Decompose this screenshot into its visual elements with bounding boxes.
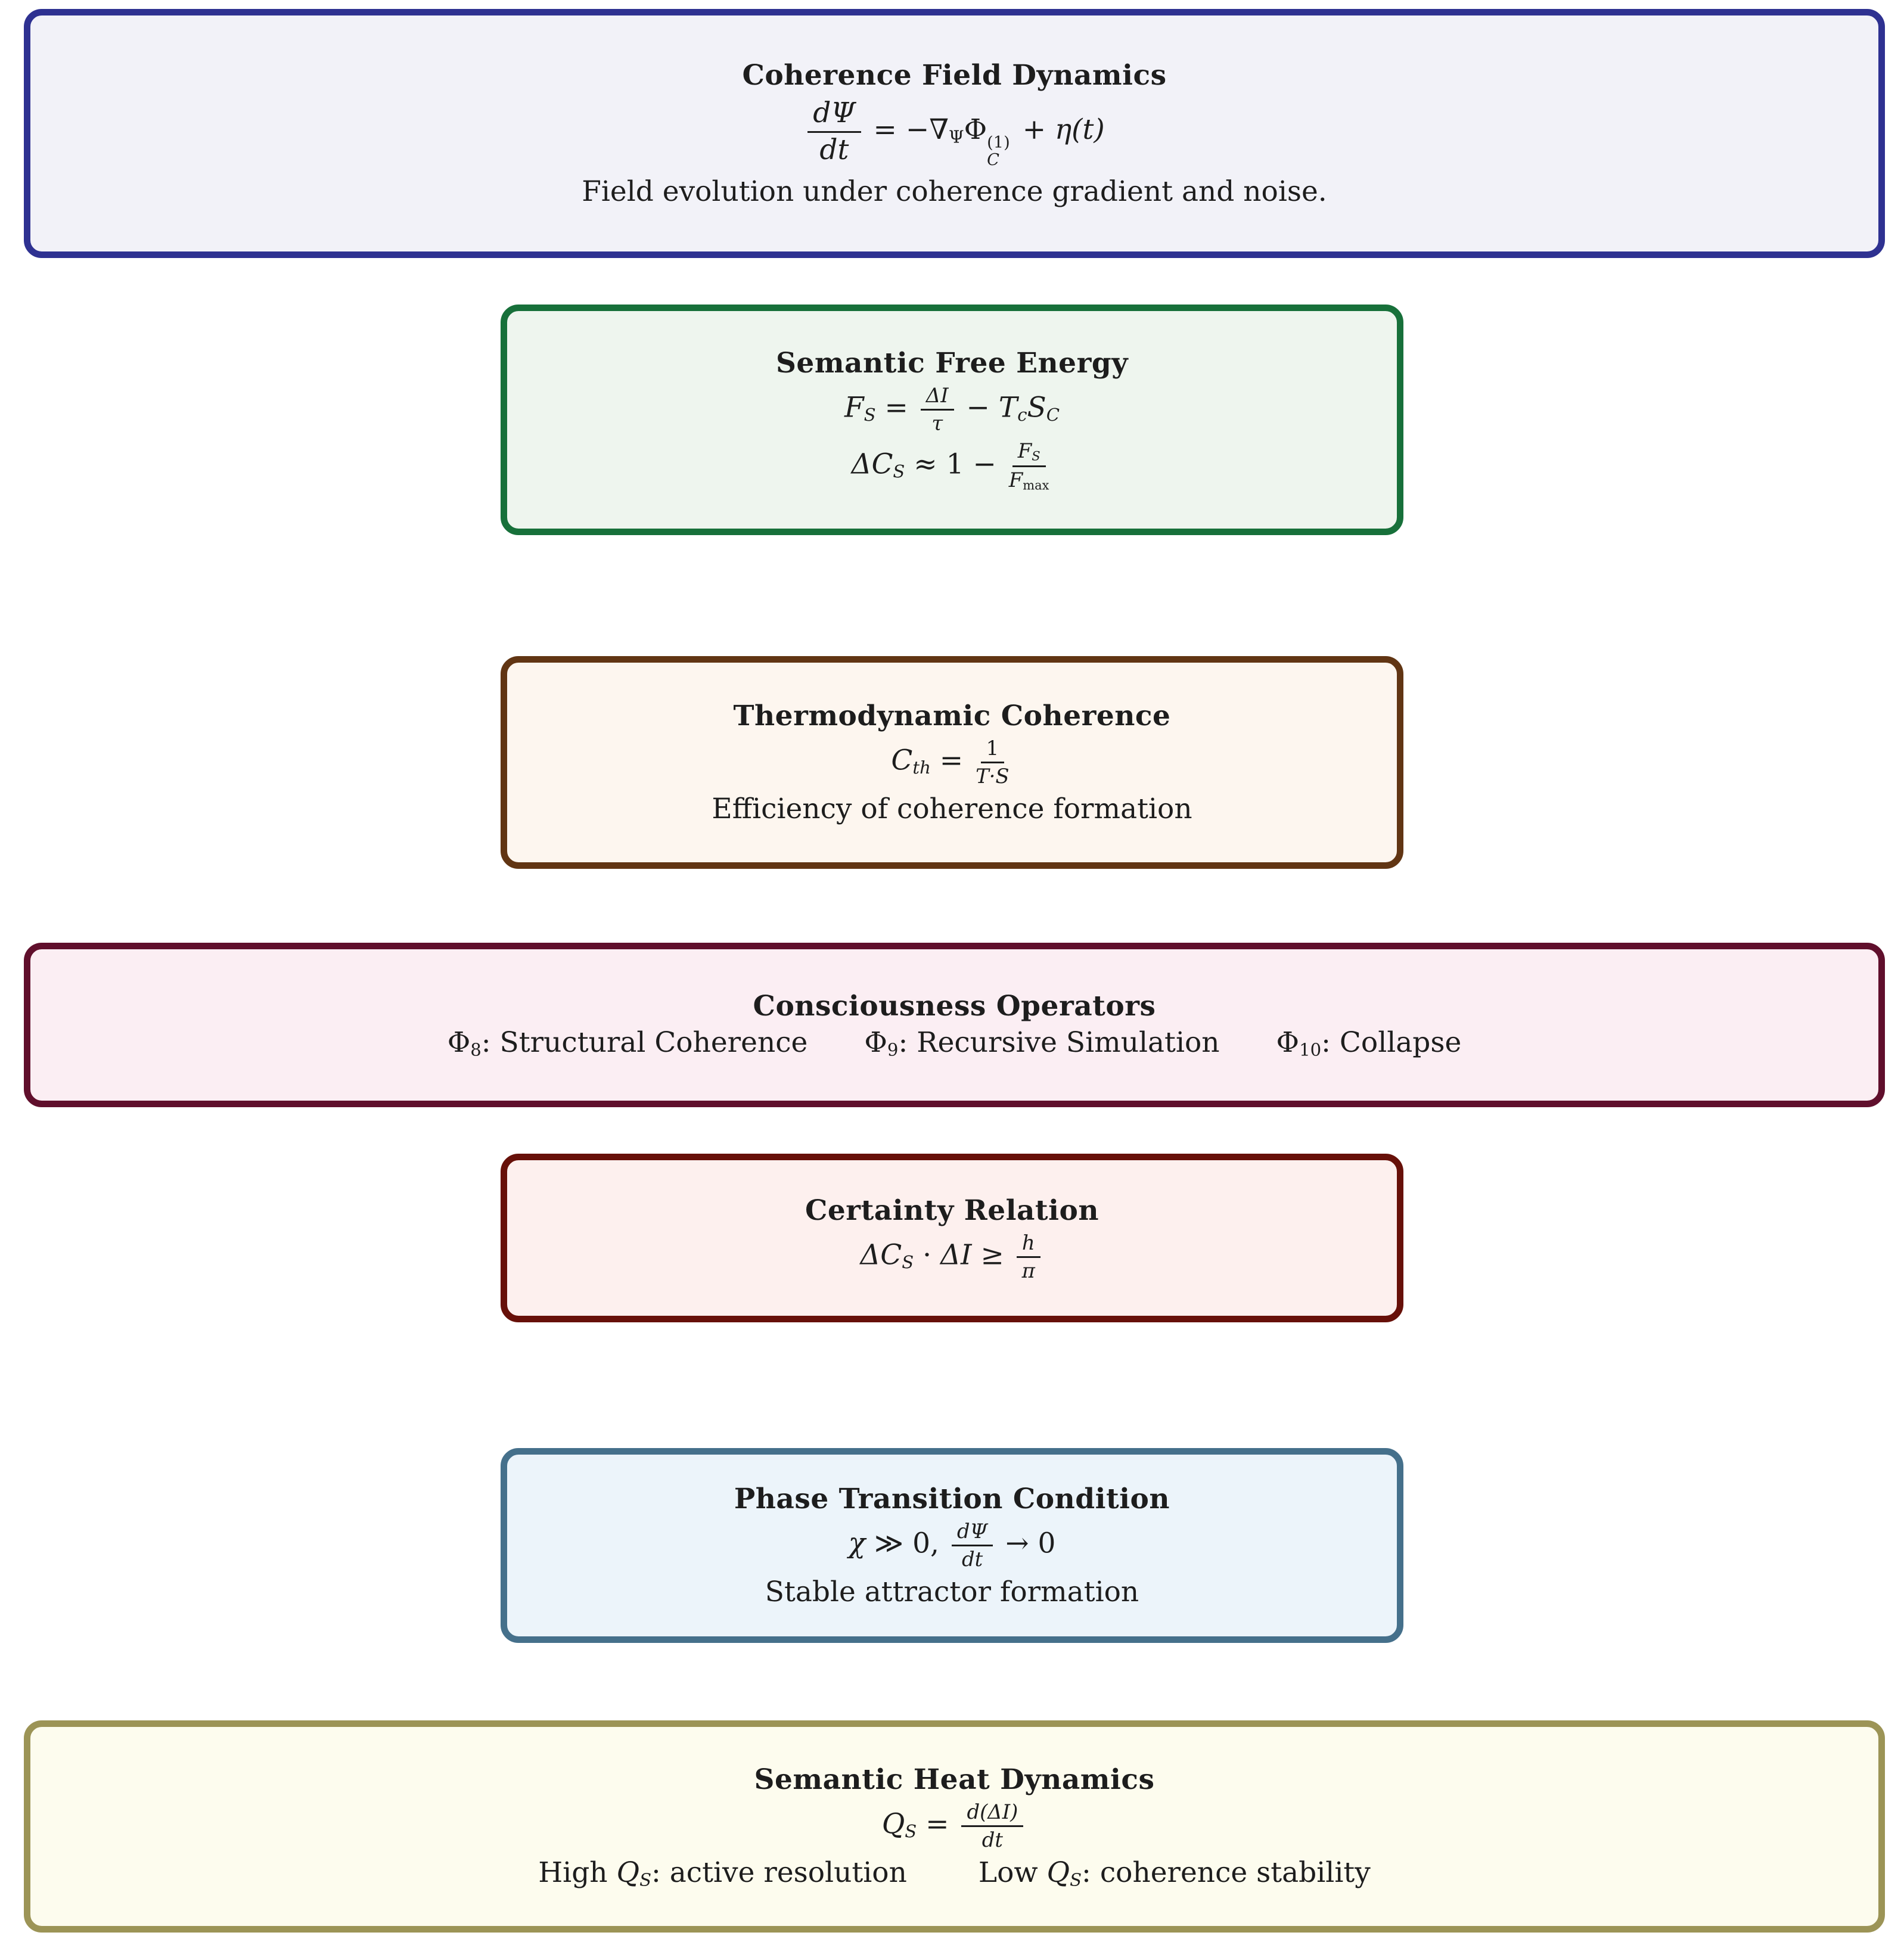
qs-symbol: Q: [616, 1856, 640, 1889]
low-description: : coherence stability: [1082, 1856, 1371, 1889]
tc-symbol: T: [998, 391, 1018, 424]
arrow-zero: → 0: [996, 1527, 1056, 1560]
box-phase-transition-condition: [501, 1448, 1403, 1643]
fraction-denominator: [1009, 467, 1049, 493]
minus-operator: −: [957, 391, 999, 424]
phi-subscript: 10: [1299, 1039, 1322, 1060]
phi-subscript: 8: [470, 1039, 482, 1060]
eta-noise-term: η(t): [1055, 113, 1105, 147]
box-cert-title: Certainty Relation: [805, 1194, 1099, 1227]
fraction-denominator: dt: [981, 1828, 1003, 1851]
high-qs-note: [538, 1856, 907, 1890]
low-qs-note: [979, 1856, 1371, 1890]
phi-subscript: C: [987, 151, 999, 170]
phi-symbol: Φ: [864, 1026, 887, 1060]
fmax-subscript: max: [1023, 478, 1049, 493]
box-ops-title: Consciousness Operators: [753, 990, 1156, 1023]
box-coherence-field-dynamics: [24, 9, 1885, 258]
delta-cs-subscript: S: [902, 1251, 914, 1272]
box-consciousness-operators: [24, 943, 1885, 1107]
cth-symbol: C: [891, 744, 913, 777]
dot-operator: ·: [914, 1238, 941, 1271]
phi-superscript: (1): [987, 133, 1010, 153]
equals-sign: =: [917, 1807, 958, 1841]
fraction-ddi-dt: [961, 1801, 1023, 1851]
fraction-denominator: dt: [819, 133, 849, 166]
delta-cs-subscript: S: [893, 461, 905, 481]
box-thermo-title: Thermodynamic Coherence: [733, 700, 1171, 733]
phi-symbol: Φ: [964, 113, 987, 147]
equals-sign: =: [930, 744, 973, 777]
qs-subscript: S: [639, 1869, 652, 1890]
delta-i-symbol: ΔI: [940, 1238, 972, 1271]
fs-num-symbol: F: [1017, 439, 1032, 462]
operator-label: : Structural Coherence: [481, 1026, 808, 1060]
fraction-di-tau: [921, 384, 954, 435]
box-phase-title: Phase Transition Condition: [734, 1483, 1170, 1516]
box-heat-caption-row: [538, 1856, 1371, 1890]
cth-subscript: th: [912, 757, 931, 778]
fraction-dpsi-dt: [952, 1520, 993, 1571]
phi-scripts: [987, 135, 1010, 169]
qs-subscript: S: [1070, 1869, 1082, 1890]
chi-symbol: χ: [848, 1527, 866, 1560]
plus-operator: +: [1013, 113, 1055, 147]
operator-label: : Collapse: [1321, 1026, 1462, 1060]
fraction-dpsi-dt: [807, 98, 861, 166]
box-field-title: Coherence Field Dynamics: [742, 59, 1167, 92]
phi-symbol: Φ: [447, 1026, 471, 1060]
box-heat-title: Semantic Heat Dynamics: [754, 1763, 1155, 1796]
fraction-numerator: d(ΔI): [961, 1801, 1023, 1827]
qs-symbol: Q: [881, 1807, 905, 1841]
fraction-one-ts: [976, 737, 1010, 788]
sc-subscript: C: [1046, 404, 1060, 425]
fs-symbol: F: [844, 391, 864, 424]
low-label: Low: [978, 1856, 1047, 1889]
operator-item-phi9: [864, 1026, 1219, 1060]
box-thermo-formula: [891, 737, 1012, 788]
fraction-fs-fmax: [1009, 440, 1049, 493]
nabla-subscript: Ψ: [949, 126, 964, 147]
phi-symbol: Φ: [1276, 1026, 1300, 1060]
box-field-formula: [804, 98, 1104, 169]
fraction-denominator: T·S: [976, 765, 1010, 788]
sc-symbol: S: [1027, 391, 1046, 424]
box-ops-list: [448, 1026, 1462, 1060]
muchgreater-zero: ≫ 0,: [865, 1527, 948, 1560]
geq-operator: ≥: [971, 1238, 1013, 1271]
box-phase-caption: Stable attractor formation: [765, 1575, 1139, 1608]
box-free-formula-1: [844, 384, 1060, 435]
fraction-numerator: [1012, 440, 1046, 467]
high-label: High: [538, 1856, 617, 1889]
box-semantic-free-energy: [501, 305, 1403, 535]
box-free-title: Semantic Free Energy: [775, 347, 1129, 380]
box-free-formula-2: [852, 440, 1053, 493]
fraction-numerator: 1: [981, 737, 1005, 763]
fraction-numerator: dΨ: [807, 98, 861, 133]
box-phase-formula: [849, 1520, 1056, 1571]
box-certainty-relation: [501, 1154, 1403, 1322]
delta-cs-symbol: ΔC: [851, 448, 893, 481]
box-thermodynamic-coherence: [501, 656, 1403, 869]
box-heat-formula: [882, 1801, 1027, 1851]
fraction-denominator: π: [1021, 1259, 1035, 1282]
box-cert-formula: [860, 1232, 1043, 1282]
tc-subscript: c: [1017, 404, 1027, 425]
fs-subscript: S: [864, 404, 876, 425]
approx-one-minus: ≈ 1 −: [905, 448, 1005, 481]
box-field-caption: Field evolution under coherence gradient and noise.: [582, 175, 1327, 208]
fraction-denominator: dt: [961, 1548, 983, 1571]
fraction-numerator: ΔI: [921, 384, 954, 411]
fs-num-subscript: S: [1032, 449, 1040, 464]
fraction-denominator: τ: [931, 411, 943, 435]
delta-cs-symbol: ΔC: [860, 1238, 902, 1271]
box-thermo-caption: Efficiency of coherence formation: [712, 792, 1192, 825]
fraction-numerator: dΨ: [952, 1520, 993, 1546]
fmax-symbol: F: [1008, 468, 1023, 492]
fraction-h-pi: [1017, 1232, 1040, 1282]
equals-sign: =: [875, 391, 917, 424]
phi-subscript: 9: [887, 1039, 899, 1060]
operator-item-phi10: [1276, 1026, 1462, 1060]
fraction-numerator: h: [1017, 1232, 1040, 1258]
equals-minus-nabla: = −∇: [864, 113, 949, 147]
qs-symbol: Q: [1046, 1856, 1070, 1889]
operator-label: : Recursive Simulation: [898, 1026, 1220, 1060]
qs-subscript: S: [905, 1820, 917, 1841]
box-semantic-heat-dynamics: [24, 1720, 1885, 1933]
operator-item-phi8: [448, 1026, 808, 1060]
high-description: : active resolution: [651, 1856, 907, 1889]
